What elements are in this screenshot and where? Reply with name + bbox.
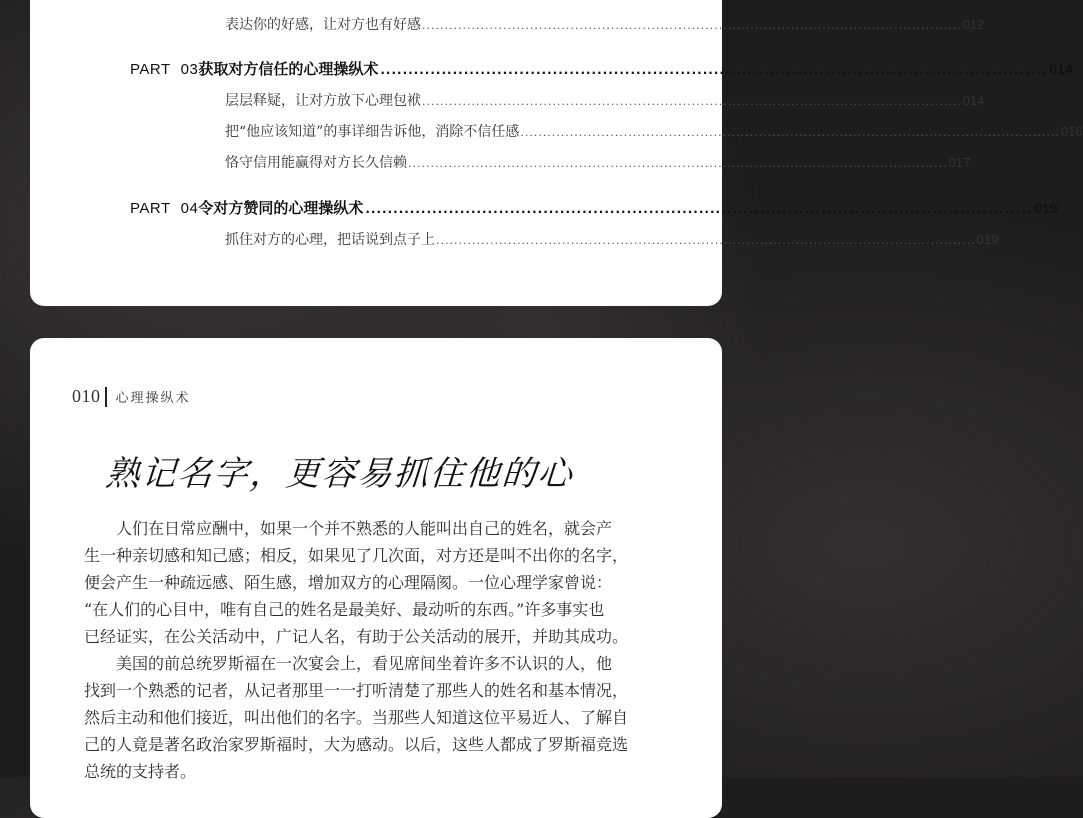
toc-entry-text: 表达你的好感，让对方也有好感 <box>225 17 421 33</box>
toc-entry-text: 恪守信用能赢得对方长久信赖 <box>225 155 407 171</box>
toc-entry-page: 014 <box>962 93 985 108</box>
part-title: 获取对方信任的心理操纵术 ..... 014 <box>198 58 1072 79</box>
chapter-title: 熟记名字，更容易抓住他的心 <box>104 454 576 494</box>
text-line: 找到一个熟悉的记者，从记者那里一一打听清楚了那些人的姓名和基本情况， <box>84 680 629 700</box>
leader-dots <box>365 202 1032 216</box>
running-header <box>72 386 191 407</box>
toc-entry-page: 017 <box>948 155 971 170</box>
toc-entry[interactable] <box>225 229 999 249</box>
toc-part-04[interactable] <box>130 197 1058 218</box>
toc-entry-page: 019 <box>976 232 999 247</box>
leader-dots <box>408 157 948 170</box>
toc-entry-text: 把“他应该知道”的事详细告诉他，消除不信任感 <box>225 124 520 140</box>
toc-entry[interactable] <box>225 90 985 110</box>
part-number: 03 <box>180 61 199 78</box>
leader-dots <box>436 234 976 247</box>
text-line: “在人们的心目中，唯有自己的姓名是最美好、最动听的东西。”许多事实也 <box>84 599 605 619</box>
text-line: 便会产生一种疏远感、陌生感，增加双方的心理隔阂。一位心理学家曾说： <box>84 572 613 592</box>
toc-part-03[interactable] <box>130 58 1073 79</box>
toc-entry-text: 抓住对方的心理，把话说到点子上 <box>225 232 435 248</box>
leader-dots <box>380 63 1047 77</box>
page-number: 010 <box>72 386 101 406</box>
toc-entry[interactable] <box>225 152 971 172</box>
toc-entry[interactable] <box>225 121 1083 141</box>
book-page-card <box>30 338 722 818</box>
table-of-contents-card <box>30 0 1083 306</box>
header-divider <box>105 387 107 407</box>
text-line: 总统的支持者。 <box>84 761 197 781</box>
toc-entry-page: 016 <box>1060 124 1083 139</box>
part-label: PART 04 <box>130 200 199 217</box>
text-line: 生一种亲切感和知己感；相反，如果见了几次面，对方还是叫不出你的名字， <box>84 545 629 565</box>
book-title: 心理操纵术 <box>115 391 191 406</box>
body-paragraph <box>84 516 652 650</box>
leader-dots <box>422 19 962 32</box>
part-label: PART 03 <box>130 61 199 78</box>
leader-dots <box>520 126 1060 139</box>
body-paragraph <box>84 651 652 785</box>
part-page: 014 <box>1049 61 1073 77</box>
part-title: 令对方赞同的心理操纵术 ..... 019 <box>198 197 1057 218</box>
toc-entry[interactable] <box>225 14 985 34</box>
text-line: 己的人竟是著名政治家罗斯福时，大为感动。以后，这些人都成了罗斯福竞选 <box>84 734 629 754</box>
text-line: 人们在日常应酬中，如果一个并不熟悉的人能叫出自己的姓名，就会产 <box>84 519 613 538</box>
toc-entry-text: 层层释疑，让对方放下心理包袱 <box>225 93 421 109</box>
toc-entry-page: 012 <box>962 17 985 32</box>
leader-dots <box>422 95 962 108</box>
part-number: 04 <box>180 200 199 217</box>
part-page: 019 <box>1034 200 1058 216</box>
text-line: 然后主动和他们接近，叫出他们的名字。当那些人知道这位平易近人、了解自 <box>84 707 629 727</box>
text-line: 美国的前总统罗斯福在一次宴会上，看见席间坐着许多不认识的人，他 <box>84 654 613 673</box>
text-line: 已经证实，在公关活动中，广记人名，有助于公关活动的展开，并助其成功。 <box>84 626 629 646</box>
